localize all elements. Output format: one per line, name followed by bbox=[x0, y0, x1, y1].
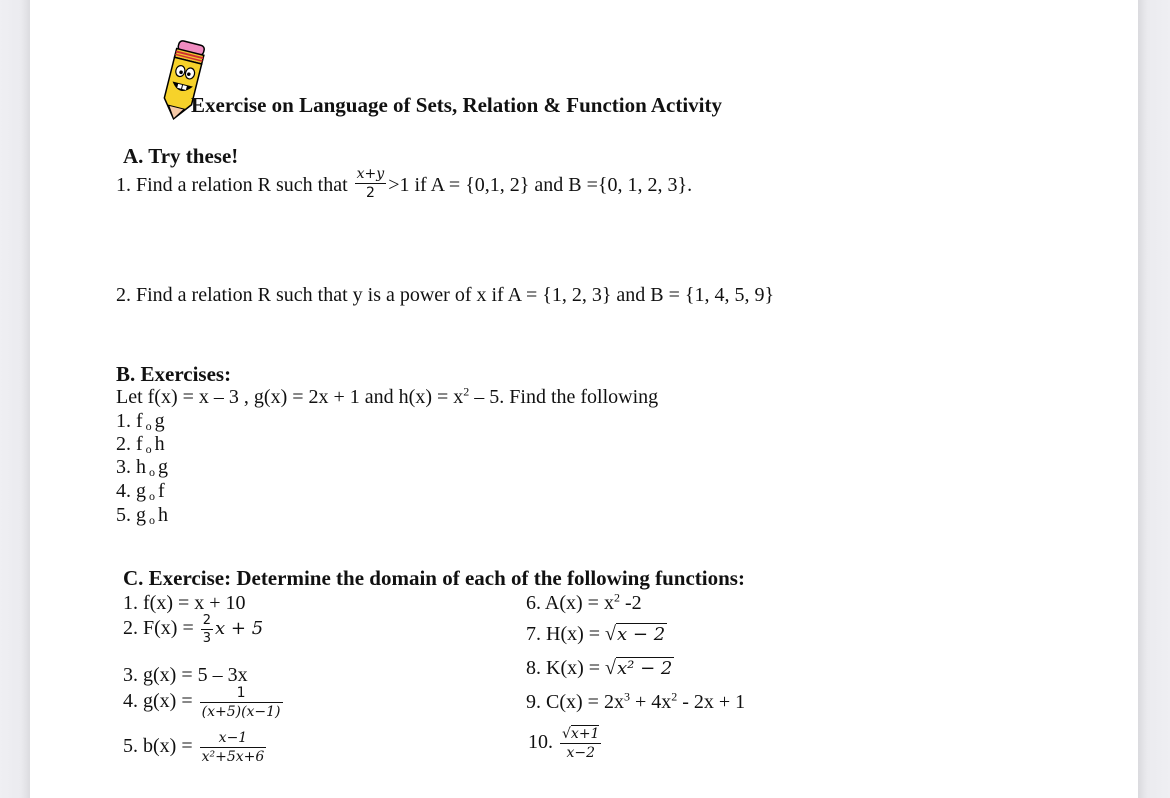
q1-prefix: 1. Find a relation R such that bbox=[116, 174, 348, 197]
domain-item-4: 4. g(x) = $\frac{1}{(x+5)(x-1)}$ bbox=[123, 685, 281, 720]
domain-item-8: 8. K(x) = √x² − 2 bbox=[526, 657, 673, 679]
domain-item-5: 5. b(x) = $\frac{x-1}{\text{x²+5x+6}}$ bbox=[123, 730, 265, 765]
section-b-intro: Let f(x) = x – 3 , g(x) = 2x + 1 and $h(x) = x^2 - 5$. Find the following bbox=[116, 384, 659, 408]
left-margin bbox=[0, 0, 30, 798]
composition-item-5: 5. g o h bbox=[116, 504, 168, 527]
composition-item-1: 1. f o g bbox=[116, 410, 165, 433]
section-c-heading: C. Exercise: Determine the domain of each of the following functions: bbox=[123, 566, 745, 590]
domain-item-10: 10. $\frac{√x+1}{x-2}$ bbox=[528, 726, 600, 761]
domain-item-6: 6. $A(x) = x^2$ -2 bbox=[526, 590, 642, 614]
q1-fraction: $\frac{x+y}{2}$ bbox=[356, 166, 385, 201]
document-page bbox=[30, 0, 1138, 798]
document-title: Exercise on Language of Sets, Relation & Function Activity bbox=[191, 93, 723, 117]
composition-item-3: 3. h o g bbox=[116, 456, 168, 479]
domain-item-7: 7. H(x) = √x − 2 bbox=[526, 623, 666, 645]
section-b-heading: B. Exercises: bbox=[116, 362, 232, 386]
q1-suffix: >1 if A = {0,1, 2} and B ={0, 1, 2, 3}. bbox=[388, 174, 693, 197]
domain-item-3: 3. g(x) = 5 – 3x bbox=[123, 664, 248, 686]
composition-item-4: 4. g o f bbox=[116, 480, 165, 503]
domain-item-2: 2. F(x) = $\frac{2}{3}$ x + 5 bbox=[123, 613, 264, 646]
section-a-question-2: 2. Find a relation R such that y is a power of x if A = {1, 2, 3} and B = {1, 4, 5, 9} bbox=[116, 284, 775, 306]
domain-item-1: 1. f(x) = x + 10 bbox=[123, 592, 246, 614]
section-a-heading: A. Try these! bbox=[123, 144, 239, 168]
sqrt-symbol: √x² − 2 bbox=[605, 657, 673, 679]
composition-item-2: 2. f o h bbox=[116, 433, 165, 456]
sqrt-symbol: √x − 2 bbox=[605, 623, 666, 645]
domain-item-9: 9. $C(x) = 2x^3 + 4x^2 - 2x + 1$ bbox=[526, 689, 746, 713]
section-a-question-1 bbox=[116, 166, 693, 203]
right-margin bbox=[1138, 0, 1170, 798]
